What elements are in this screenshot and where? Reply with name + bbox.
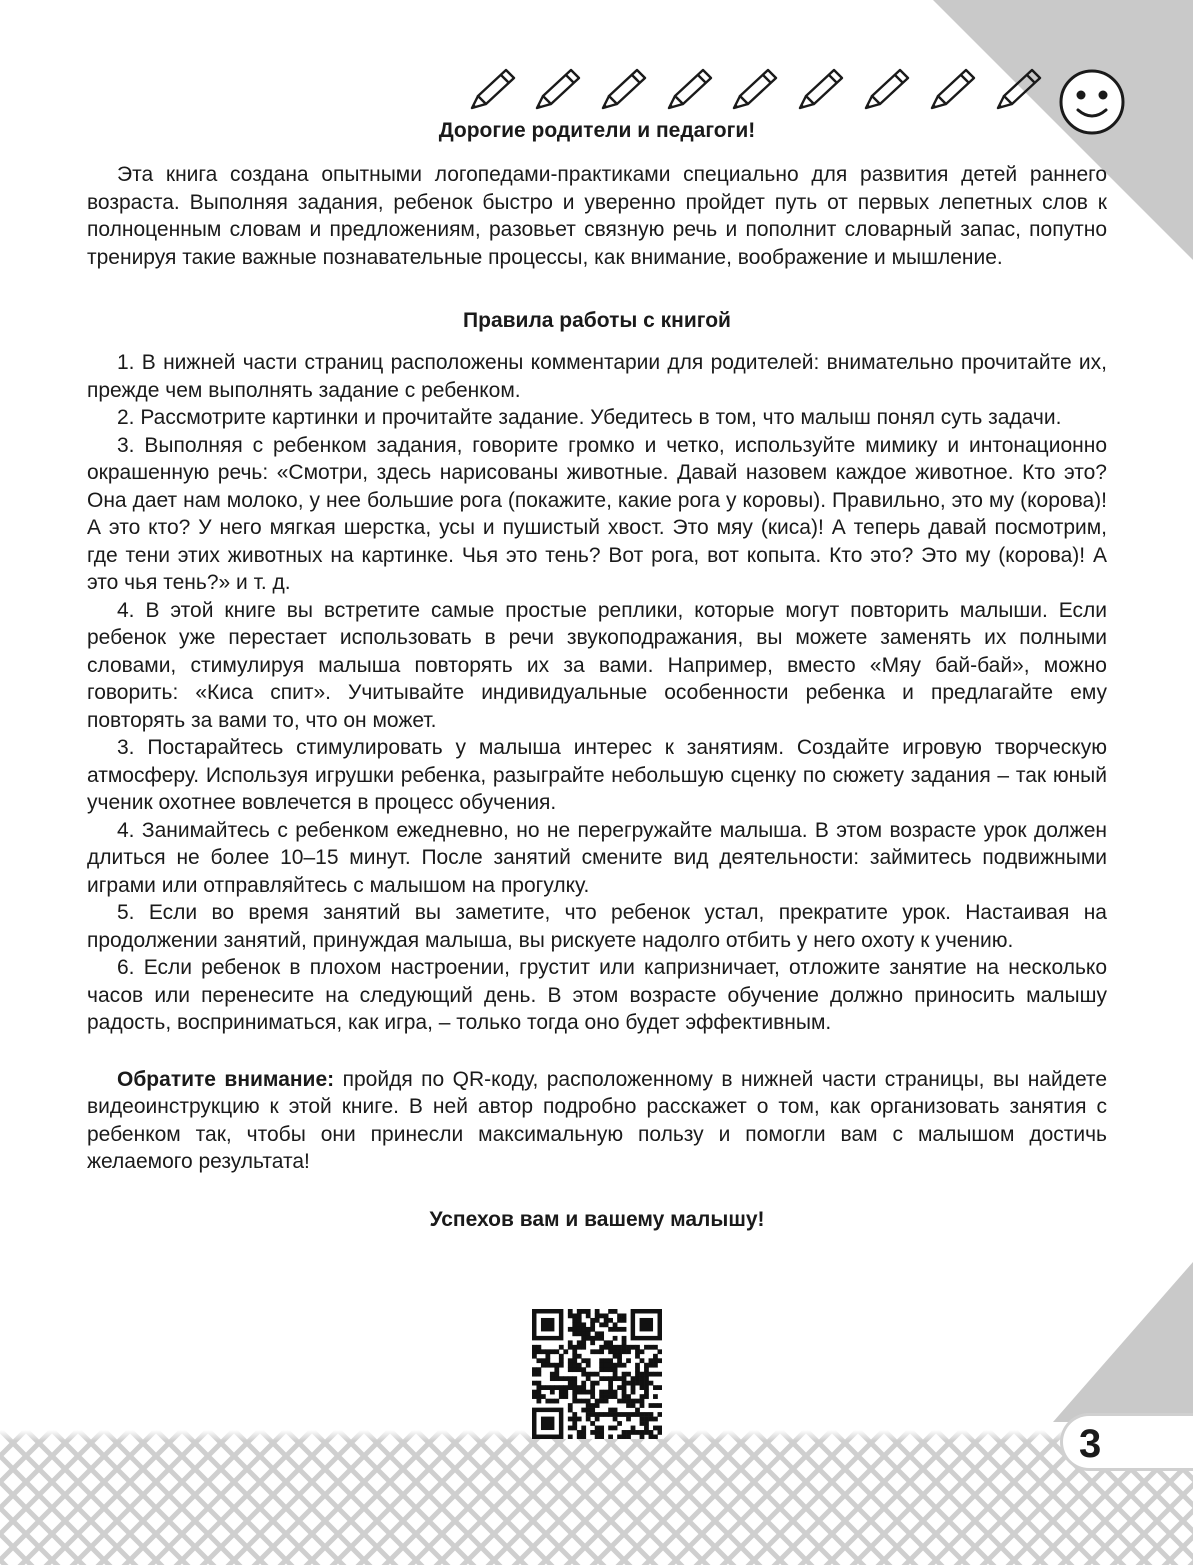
note-text: пройдя по QR-коду, расположенному в нижней части страницы, вы найдете видеоинструкцию к этой книге. В ней автор подробно расскажет о том, как организовать занятия с ребенком так, чтобы они принесли максимальную пользу и помогли вам с малышом достичь желаемого результата!: [87, 1067, 1107, 1173]
pencil-icon: [794, 64, 850, 114]
pencil-icon: [466, 64, 522, 114]
pencil-icon: [926, 64, 982, 114]
page-heading: Дорогие родители и педагоги!: [438, 119, 756, 142]
closing-heading: Успехов вам и вашему малышу!: [429, 1207, 765, 1231]
rule-item: 4. Занимайтесь с ребенком ежедневно, но не перегружайте малыша. В этом возрасте урок должен длиться не более 10–15 минут. После занятий смените вид деятельности: займитесь подвижными играми или отправляйтесь с малышом на прогулку.: [87, 818, 1107, 897]
rule-item: 3. Выполняя с ребенком задания, говорите громко и четко, используйте мимику и интонационно окрашенную речь: «Смотри, здесь нарисованы животные. Давай назовем каждое животное. Кто это? Она дает нам молоко, у нее большие рога (покажите, какие рога у коровы). Правильно, это му (корова)! А это кто? У него мягкая шерстка, усы и пушистый хвост. Это мяу (киса)! А теперь давай посмотрим, где тени этих животных на картинке. Чья это тень? Вот рога, вот копыта. Кто это? Это му (корова)! А это чья тень?» и т. д.: [87, 433, 1107, 594]
page-number-tab: [1060, 1413, 1193, 1471]
rule-item: 5. Если во время занятий вы заметите, что ребенок устал, прекратите урок. Настаивая на продолжении занятий, принуждая малыша, вы рискуете надолго отбить у него охоту к учению.: [87, 901, 1107, 952]
rule-item: 3. Постарайтесь стимулировать у малыша интерес к занятиям. Создайте игровую творческую атмосферу. Используя игрушки ребенка, разыграйте небольшую сценку по сюжету задания – так юный ученик охотнее вовлечется в процесс обучения.: [87, 736, 1107, 814]
rule-item: 2. Рассмотрите картинки и прочитайте задание. Убедитесь в том, что малыш понял суть задачи.: [117, 406, 1062, 429]
rule-item: 1. В нижней части страниц расположены комментарии для родителей: внимательно прочитайте их, прежде чем выполнять задание с ребенком.: [87, 351, 1107, 402]
right-side-triangle-decoration: [1053, 1262, 1193, 1422]
note-paragraph: [87, 1066, 1107, 1176]
pencil-icon: [597, 64, 653, 114]
pencil-icon: [728, 64, 784, 114]
intro-paragraph: Эта книга создана опытными логопедами-практиками специально для развития детей раннего возраста. Выполняя задания, ребенок быстро и уверенно пройдет путь от первых лепетных слов к полноценным словам и предложениям, разовьет связную речь и пополнит словарный запас, попутно тренируя такие важные познавательные процессы, как внимание, воображение и мышление.: [87, 163, 1107, 269]
pencil-icon: [663, 64, 719, 114]
rule-item: 4. В этой книге вы встретите самые простые реплики, которые могут повторить малыши. Если ребенок уже перестает использовать в речи звукоподражания, вы можете заменять их полными словами, стимулируя малыша повторять их за вами. Например, вместо «Мяу бай-бай», можно говорить: «Киса спит». Учитывайте индивидуальные особенности ребенка и предлагайте ему повторять за вами то, что он может.: [87, 598, 1107, 732]
rule-item: 6. Если ребенок в плохом настроении, грустит или капризничает, отложите занятие на несколько часов или перенесите на следующий день. В этом возрасте обучение должно приносить малышу радость, восприниматься, как игра, – только тогда оно будет эффективным.: [87, 956, 1107, 1034]
pencil-icon: [860, 64, 916, 114]
pencil-icon: [992, 64, 1048, 114]
page-content: [87, 117, 1107, 1234]
note-label: Обратите внимание:: [117, 1067, 335, 1091]
bottom-lattice-pattern: [0, 1430, 1193, 1565]
qr-code[interactable]: [532, 1309, 662, 1439]
pencil-icon: [531, 64, 587, 114]
rules-heading: Правила работы с книгой: [463, 309, 731, 332]
page-number: 3: [1079, 1422, 1102, 1466]
pencil-row: [466, 64, 1066, 114]
